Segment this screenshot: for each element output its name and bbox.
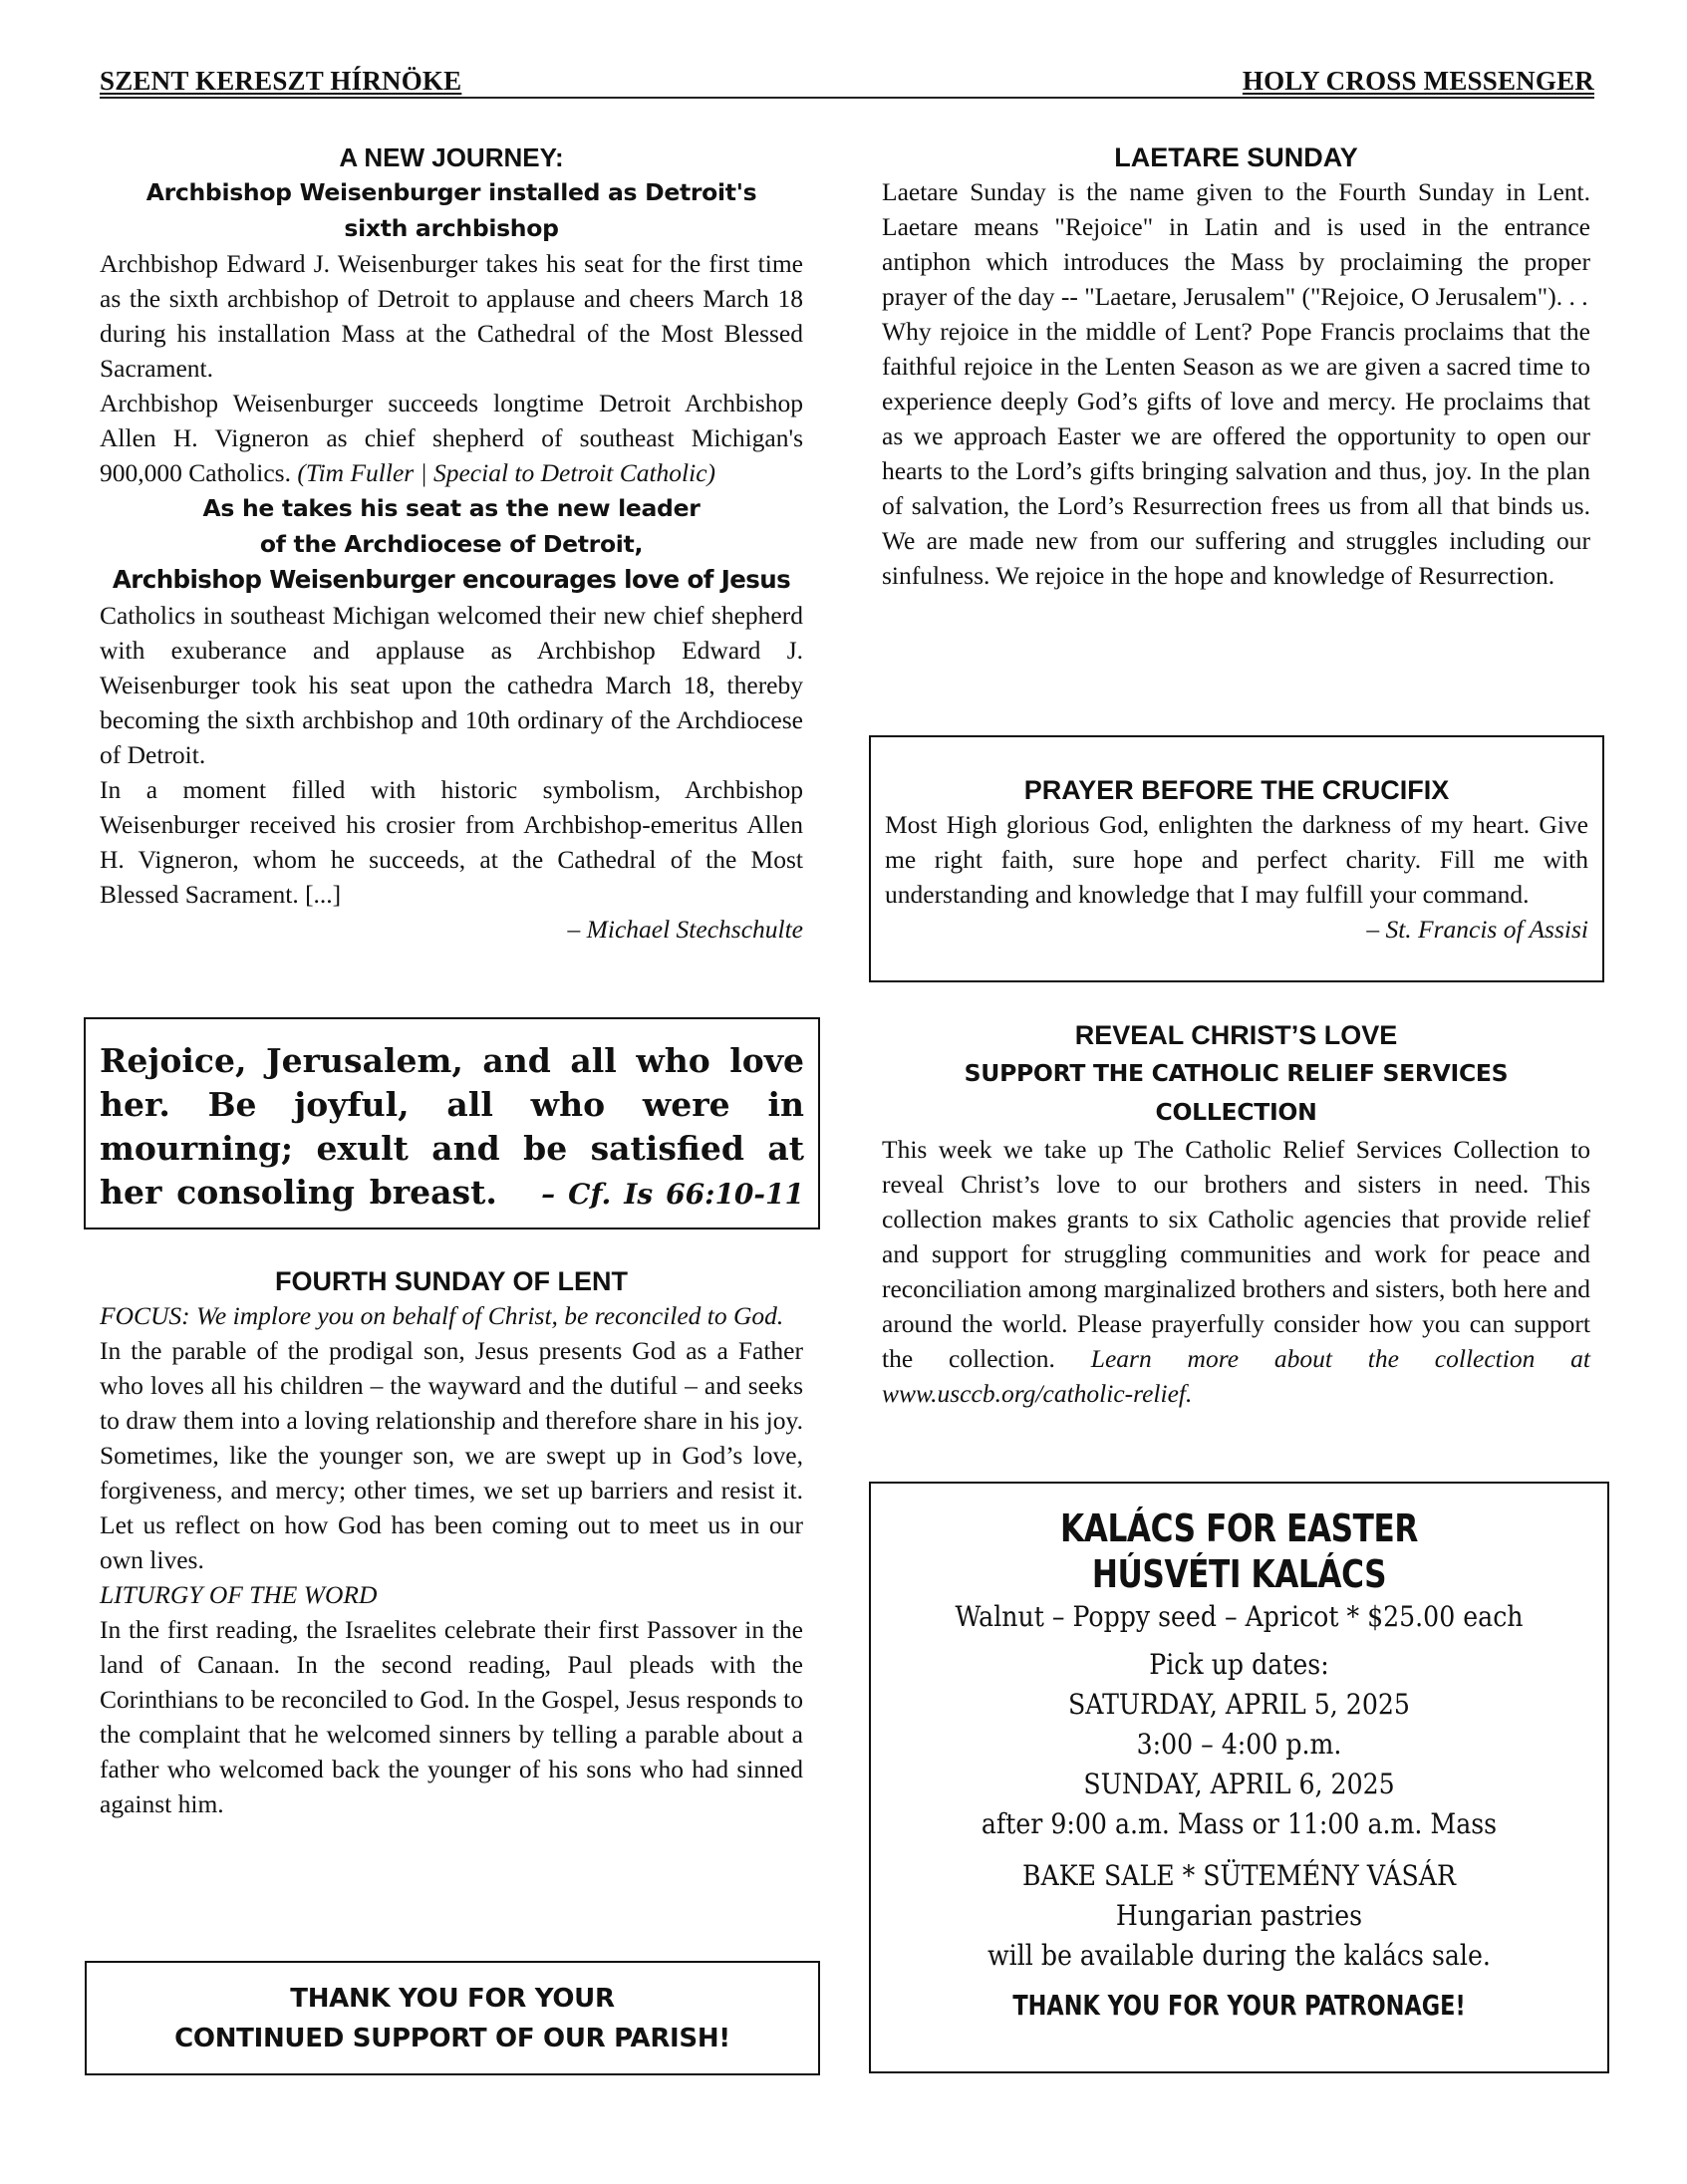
rejoice-quote-box bbox=[84, 1017, 820, 1229]
photo-credit: (Tim Fuller | Special to Detroit Catholic) bbox=[297, 458, 716, 487]
article-paragraph bbox=[882, 1132, 1590, 1411]
header-title-english: HOLY CROSS MESSENGER bbox=[1242, 66, 1594, 96]
article-title: LAETARE SUNDAY bbox=[1114, 142, 1358, 172]
article-subhead: Archbishop Weisenburger encourages love of Jesus bbox=[112, 565, 791, 594]
thank-you-line: THANK YOU FOR YOUR bbox=[290, 1984, 615, 2014]
article-title: A NEW JOURNEY: bbox=[339, 142, 564, 172]
article-paragraph-text: This week we take up The Catholic Relief Services Collection to reveal Christ’s love to our brothers and sisters in need. This collection makes grants to six Catholic agencies that provide relief and support for struggling communities and work for peace and reconciliation among marginalized brothers and sisters, both here and around the world. Please prayerfully consider how you can support the collection. bbox=[882, 1135, 1590, 1373]
article-paragraph: Archbishop Edward J. Weisenburger takes his seat for the first time as the sixth archbishop of Detroit to applause and cheers March 18 during his installation Mass at the Cathedral of the Most Blessed Sacrament. bbox=[100, 249, 803, 383]
article-paragraph: Why rejoice in the middle of Lent? Pope Francis proclaims that the faithful rejoice in the Lenten Season as we are given a sacred time to experience deeply God’s gifts of love and mercy. He proclaims that as we approach Easter we are offered the opportunity to open our hearts to the Lord’s gifts bringing salvation and thus, joy. In the plan of salvation, the Lord’s Resurrection frees us from all that binds us. We are made new from our suffering and struggles including our sinfulness. We rejoice in the hope and knowledge of Resurrection. bbox=[882, 317, 1590, 590]
article-paragraph-text: Archbishop Weisenburger succeeds longtime Detroit Archbishop Allen H. Vigneron as chief shepherd of southeast Michigan's 900,000 Catholics. bbox=[100, 389, 803, 487]
prayer-body: Most High glorious God, enlighten the darkness of my heart. Give me right faith, sure hope and perfect charity. Fill me with understanding and knowledge that I may fulfill your command. bbox=[885, 810, 1588, 909]
focus-text: FOCUS: We implore you on behalf of Christ, be reconciled to God. bbox=[100, 1301, 784, 1330]
pickup-date: SUNDAY, APRIL 6, 2025 bbox=[1083, 1768, 1395, 1800]
thank-you-line: CONTINUED SUPPORT OF OUR PARISH! bbox=[174, 2024, 730, 2053]
article-subtitle: SUPPORT THE CATHOLIC RELIEF SERVICES COLLECTION bbox=[964, 1059, 1509, 1126]
pickup-date: SATURDAY, APRIL 5, 2025 bbox=[1068, 1688, 1410, 1721]
learn-more-link[interactable]: Learn more about the collection at www.usccb.org/catholic-relief. bbox=[882, 1344, 1591, 1408]
article-paragraph: In a moment filled with historic symbolism, Archbishop Weisenburger received his crosier from Archbishop-emeritus Allen H. Vigneron, whom he succeeds, at the Cathedral of the Most Blessed Sacrament. [...] bbox=[100, 775, 803, 909]
pickup-time: after 9:00 a.m. Mass or 11:00 a.m. Mass bbox=[981, 1807, 1498, 1840]
prayer-title: PRAYER BEFORE THE CRUCIFIX bbox=[1023, 775, 1450, 805]
kalacs-title: KALÁCS FOR EASTER bbox=[1059, 1506, 1418, 1550]
article-paragraph: In the parable of the prodigal son, Jesus presents God as a Father who loves all his children – the wayward and the dutiful – and seeks to draw them into a loving relationship and therefore share in his joy. Sometimes, like the younger son, we are swept up in God’s love, forgiveness, and mercy; other times, we set up barriers and resist it. Let us reflect on how God has been coming out to meet us in our own lives. bbox=[100, 1336, 803, 1574]
article-title: FOURTH SUNDAY OF LENT bbox=[274, 1266, 629, 1296]
kalacs-flavors-price: Walnut – Poppy seed – Apricot * $25.00 each bbox=[955, 1600, 1524, 1633]
article-title: REVEAL CHRIST’S LOVE bbox=[1074, 1020, 1398, 1050]
liturgy-heading: LITURGY OF THE WORD bbox=[100, 1580, 378, 1609]
article-new-journey bbox=[100, 140, 803, 947]
article-subtitle: Archbishop Weisenburger installed as Detroit's sixth archbishop bbox=[145, 178, 757, 242]
article-subhead: As he takes his seat as the new leader bbox=[202, 494, 701, 522]
prayer-box bbox=[869, 735, 1604, 982]
article-crs-collection bbox=[882, 1016, 1590, 1411]
prayer-attribution: – St. Francis of Assisi bbox=[1366, 915, 1588, 944]
quote-citation: – Cf. Is 66:10-11 bbox=[541, 1178, 805, 1211]
kalacs-box bbox=[869, 1482, 1609, 2073]
patronage-thanks: THANK YOU FOR YOUR PATRONAGE! bbox=[1012, 1989, 1466, 2022]
pastries-text: Hungarian pastries bbox=[1115, 1899, 1363, 1932]
article-paragraph: In the first reading, the Israelites celebrate their first Passover in the land of Canaan. In the second reading, Paul pleads with the Corinthians to be reconciled to God. In the Gospel, Jesus responds to the complaint that he welcomed sinners by telling a parable about a father who welcomed back the younger of his sons who had sinned against him. bbox=[100, 1615, 803, 1818]
article-laetare-sunday bbox=[882, 140, 1590, 593]
article-subhead: of the Archdiocese of Detroit, bbox=[259, 530, 644, 558]
thank-you-box bbox=[85, 1961, 820, 2075]
scripture-quote bbox=[100, 1039, 804, 1217]
article-fourth-sunday bbox=[100, 1264, 803, 1821]
quote-text: Rejoice, Jerusalem, and all who love her. Be joyful, all who were in mourning; exult and be satisfied at her consoling breast. bbox=[100, 1041, 804, 1212]
pickup-label: Pick up dates: bbox=[1149, 1648, 1329, 1681]
kalacs-title-hungarian: HÚSVÉTI KALÁCS bbox=[1091, 1552, 1387, 1596]
header-title-hungarian: SZENT KERESZT HÍRNÖKE bbox=[100, 66, 462, 96]
article-paragraph: Laetare Sunday is the name given to the Fourth Sunday in Lent. Laetare means "Rejoice" in Latin and is used in the entrance antiphon which introduces the Mass by proclaiming the proper prayer of the day -- "Laetare, Jerusalem" ("Rejoice, O Jerusalem"). . . bbox=[882, 177, 1590, 311]
article-author: – Michael Stechschulte bbox=[567, 915, 803, 944]
article-paragraph: Catholics in southeast Michigan welcomed their new chief shepherd with exuberance and applause as Archbishop Edward J. Weisenburger took his seat upon the cathedra March 18, thereby becoming the sixth archbishop and 10th ordinary of the Archdiocese of Detroit. bbox=[100, 601, 803, 769]
pastries-text: will be available during the kalács sale. bbox=[987, 1939, 1491, 1972]
prayer-text bbox=[885, 807, 1588, 944]
article-paragraph bbox=[100, 386, 803, 490]
pickup-time: 3:00 – 4:00 p.m. bbox=[1136, 1728, 1342, 1761]
header-rule bbox=[100, 97, 1594, 99]
bake-sale-heading: BAKE SALE * SÜTEMÉNY VÁSÁR bbox=[1022, 1859, 1456, 1892]
